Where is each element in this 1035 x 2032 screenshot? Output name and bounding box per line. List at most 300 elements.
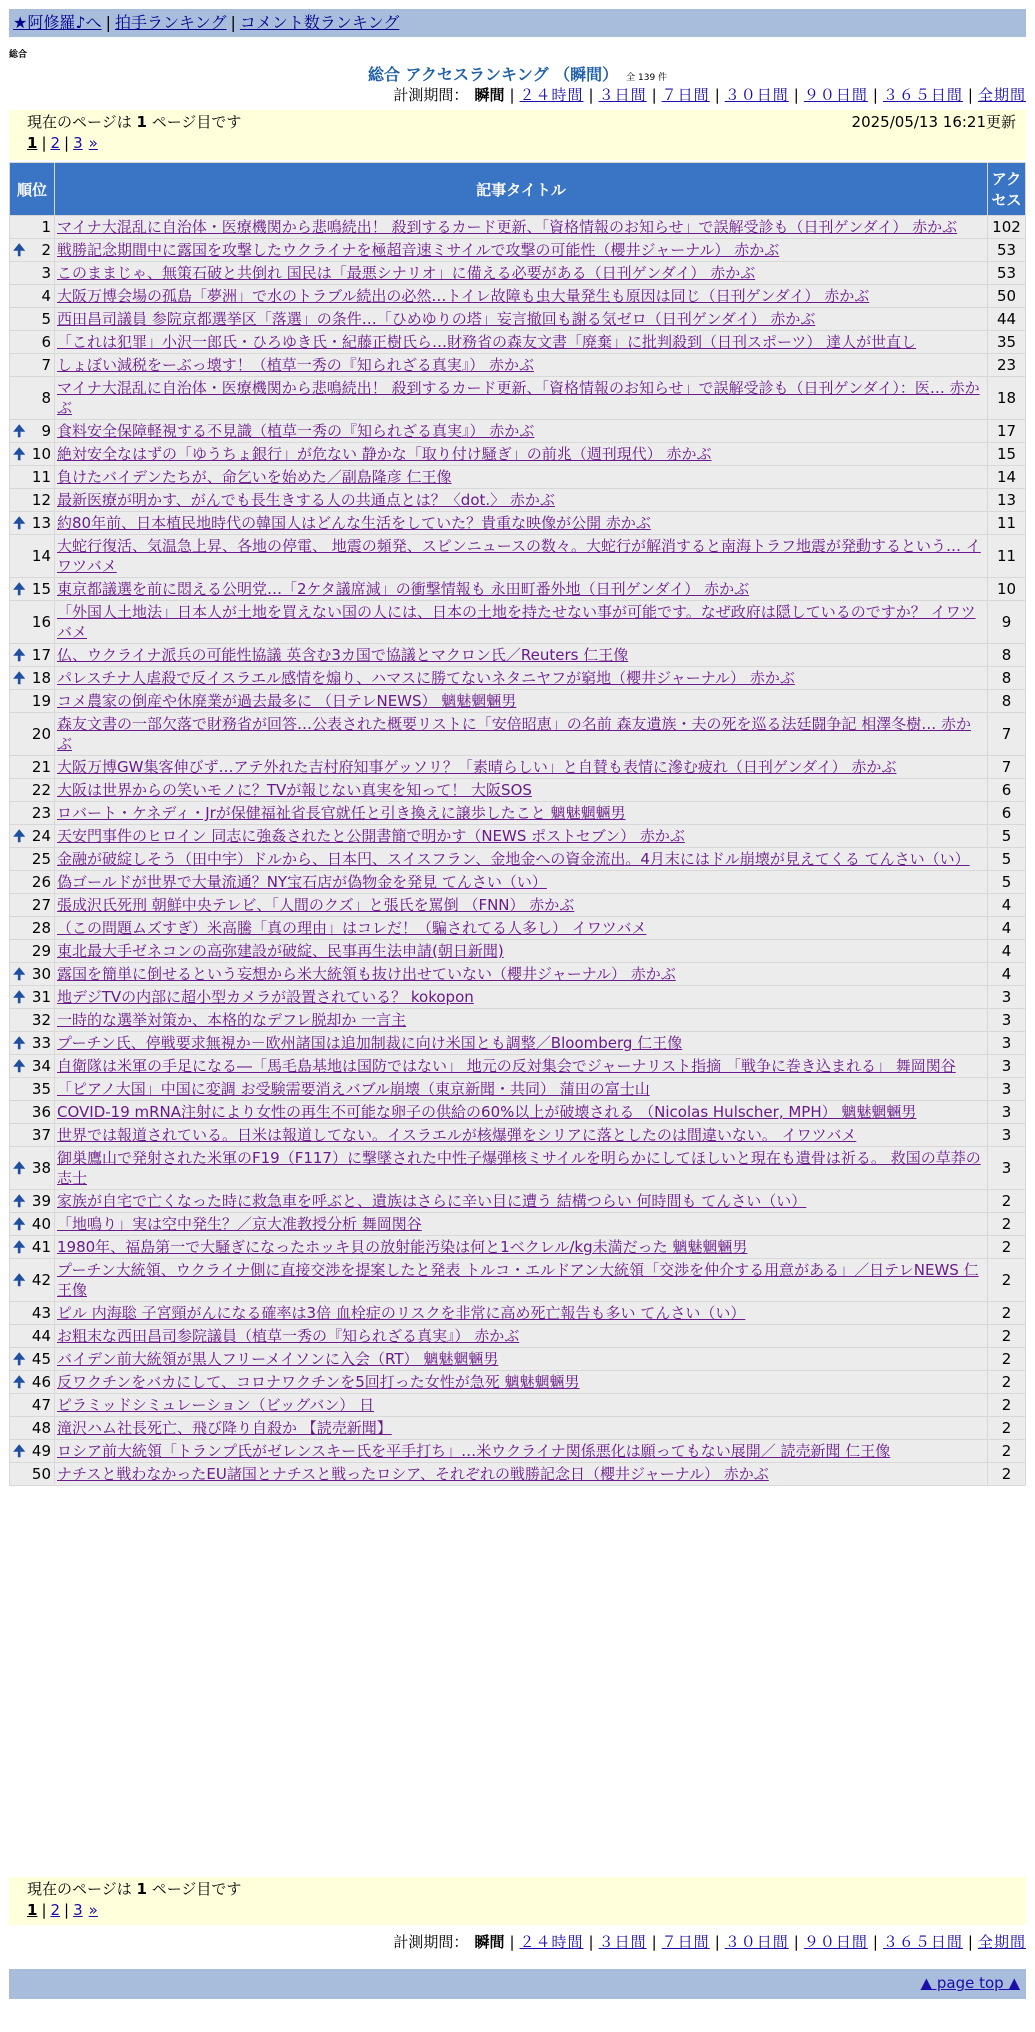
article-title-link[interactable]: 負けたバイデンたちが、命乞いを始めた／副島隆彦 仁王像 bbox=[57, 468, 452, 486]
up-arrow-icon: 🠉 bbox=[13, 1238, 26, 1256]
rank-cell bbox=[10, 601, 54, 643]
access-count: 6 bbox=[988, 802, 1025, 824]
period-top-link[interactable]: ３日間 bbox=[598, 86, 647, 104]
separator: | bbox=[872, 86, 878, 104]
separator: | bbox=[793, 1933, 799, 1951]
article-title-link[interactable]: 大阪万博GW集客伸びず…アテ外れた吉村府知事ゲッソリ？「素晴らしい」と自賛も表情に滲む疲れ（日刊ゲンダイ） 赤かぶ bbox=[57, 758, 897, 776]
period-top-link[interactable]: ３０日間 bbox=[724, 86, 789, 104]
table-row bbox=[10, 1213, 1025, 1235]
access-count: 4 bbox=[988, 894, 1025, 916]
table-row bbox=[10, 239, 1025, 261]
rank-cell bbox=[10, 420, 54, 442]
access-count: 9 bbox=[988, 601, 1025, 643]
article-title-link[interactable]: 「外国人土地法」日本人が土地を買えない国の人には、日本の土地を持たせない事が可能です。なぜ政府は隠しているのですか？ イワツバメ bbox=[57, 603, 976, 641]
rank-number: 17 bbox=[31, 646, 51, 664]
article-title-link[interactable]: 大蛇行復活、気温急上昇、各地の停電、 地震の頻発、スピンニュースの数々。大蛇行が解消すると南海トラフ地震が発動するという… イワツバメ bbox=[57, 537, 981, 575]
rank-number: 32 bbox=[31, 1011, 51, 1029]
article-title-link[interactable]: 反ワクチンをバカにして、コロナワクチンを5回打った女性が急死 魑魅魍魎男 bbox=[57, 1373, 580, 1391]
access-count: 18 bbox=[988, 377, 1025, 419]
rank-number: 3 bbox=[41, 264, 51, 282]
access-count: 4 bbox=[988, 940, 1025, 962]
access-count: 3 bbox=[988, 1101, 1025, 1123]
rank-cell bbox=[10, 1147, 54, 1189]
separator: | bbox=[793, 86, 799, 104]
up-arrow-icon: 🠉 bbox=[13, 1215, 26, 1233]
up-arrow-icon: 🠉 bbox=[13, 241, 26, 259]
pager-top-page-current: 1 bbox=[27, 134, 38, 152]
article-title-link[interactable]: しょぼい減税をーぶっ壊す！（植草一秀の『知られざる真実』） 赤かぶ bbox=[57, 356, 534, 374]
rank-cell bbox=[10, 894, 54, 916]
article-title-link[interactable]: 東京都議選を前に悶える公明党…「2ケタ議席減」の衝撃情報も 永田町番外地（日刊ゲンダイ） 赤かぶ bbox=[57, 580, 750, 598]
article-title-link[interactable]: バイデン前大統領が黒人フリーメイソンに入会（RT） 魑魅魍魎男 bbox=[57, 1350, 499, 1368]
rank-cell bbox=[10, 690, 54, 712]
table-row bbox=[10, 894, 1025, 916]
article-title-link[interactable]: 家族が自宅で亡くなった時に救急車を呼ぶと、遺族はさらに辛い目に遭う 結構つらい 何時間も てんさい（い） bbox=[57, 1192, 807, 1210]
table-row bbox=[10, 308, 1025, 330]
article-title-link[interactable]: （この問題ムズすぎ）米高騰「真の理由」はコレだ！（騙されてる人多し） イワツバメ bbox=[57, 919, 647, 937]
title-cell bbox=[55, 848, 987, 870]
title-cell bbox=[55, 262, 987, 284]
rank-number: 27 bbox=[31, 896, 51, 914]
rank-cell bbox=[10, 1371, 54, 1393]
title-cell bbox=[55, 578, 987, 600]
title-cell bbox=[55, 1236, 987, 1258]
up-arrow-icon: 🠉 bbox=[13, 1271, 26, 1289]
article-title-link[interactable]: COVID-19 mRNA注射により女性の再生不可能な卵子の供給の60%以上が破壊される （Nicolas Hulscher, MPH） 魑魅魍魎男 bbox=[57, 1103, 917, 1121]
title-cell bbox=[55, 601, 987, 643]
up-arrow-icon: 🠉 bbox=[13, 827, 26, 845]
article-title-link[interactable]: 天安門事件のヒロイン 同志に強姦されたと公開書簡で明かす（NEWS ポストセブン） 赤かぶ bbox=[57, 827, 685, 845]
period-top-link[interactable]: 全期間 bbox=[977, 86, 1026, 104]
access-count: 2 bbox=[988, 1371, 1025, 1393]
rank-cell bbox=[10, 963, 54, 985]
rank-number: 44 bbox=[31, 1327, 51, 1345]
header-title: 記事タイトル bbox=[55, 163, 987, 215]
rank-number: 6 bbox=[41, 333, 51, 351]
up-arrow-icon: 🠉 bbox=[13, 965, 26, 983]
rank-number: 4 bbox=[41, 287, 51, 305]
pager-top-current-page: 1 bbox=[136, 113, 147, 131]
up-arrow-icon: 🠉 bbox=[13, 422, 26, 440]
rank-cell bbox=[10, 1259, 54, 1301]
separator: | bbox=[509, 86, 515, 104]
rank-number: 49 bbox=[31, 1442, 51, 1460]
title-cell bbox=[55, 285, 987, 307]
article-title-link[interactable]: 張成沢氏死刑 朝鮮中央テレビ、「人間のクズ」と張氏を罵倒 （FNN） 赤かぶ bbox=[57, 896, 575, 914]
table-row bbox=[10, 331, 1025, 353]
period-top-label: 計測期間： bbox=[393, 86, 469, 104]
table-row bbox=[10, 1009, 1025, 1031]
article-title-link[interactable]: マイナ大混乱に自治体・医療機関から悲鳴続出！ 殺到するカード更新、「資格情報のお知らせ」で誤解受診も（日刊ゲンダイ）：医… 赤かぶ bbox=[57, 379, 980, 417]
table-row bbox=[10, 601, 1025, 643]
pager-bottom-text-prefix: 現在のページは bbox=[27, 1880, 137, 1898]
page-top-link[interactable]: ▲ page top ▲ bbox=[920, 1974, 1020, 1992]
table-row bbox=[10, 667, 1025, 689]
rank-cell bbox=[10, 1190, 54, 1212]
up-arrow-icon: 🠉 bbox=[13, 514, 26, 532]
article-title-link[interactable]: 食料安全保障軽視する不見識（植草一秀の『知られざる真実』） 赤かぶ bbox=[57, 422, 535, 440]
title-cell bbox=[55, 354, 987, 376]
table-row bbox=[10, 420, 1025, 442]
rank-cell bbox=[10, 1101, 54, 1123]
access-count: 53 bbox=[988, 262, 1025, 284]
rank-cell bbox=[10, 1463, 54, 1485]
up-arrow-icon: 🠉 bbox=[13, 988, 26, 1006]
article-title-link[interactable]: 約80年前、日本植民地時代の韓国人はどんな生活をしていた？貴重な映像が公開 赤かぶ bbox=[57, 514, 651, 532]
access-count: 7 bbox=[988, 756, 1025, 778]
rank-number: 46 bbox=[31, 1373, 51, 1391]
pager-top-pages bbox=[27, 133, 1016, 154]
pager-bottom-page-current: 1 bbox=[27, 1901, 38, 1919]
table-row bbox=[10, 1259, 1025, 1301]
separator: | bbox=[41, 134, 47, 152]
title-cell bbox=[55, 1348, 987, 1370]
up-arrow-icon: 🠉 bbox=[13, 1373, 26, 1391]
period-bottom-link[interactable]: ３６５日間 bbox=[882, 1933, 963, 1951]
rank-number: 16 bbox=[31, 613, 51, 631]
article-title-link[interactable]: 地デジTVの内部に超小型カメラが設置されている？ kokopon bbox=[57, 988, 474, 1006]
pager-bottom-status bbox=[27, 1879, 1016, 1900]
pager-top bbox=[9, 110, 1026, 160]
article-title-link[interactable]: ピル 内海聡 子宮頸がんになる確率は3倍 血栓症のリスクを非常に高め死亡報告も多い てんさい（い） bbox=[57, 1304, 746, 1322]
rank-cell bbox=[10, 1394, 54, 1416]
table-row bbox=[10, 1124, 1025, 1146]
applause-ranking-link[interactable]: 拍手ランキング bbox=[114, 13, 227, 32]
rank-cell bbox=[10, 825, 54, 847]
rank-cell bbox=[10, 578, 54, 600]
period-bottom-link[interactable]: ２４時間 bbox=[519, 1933, 584, 1951]
rank-cell bbox=[10, 308, 54, 330]
access-count: 2 bbox=[988, 1440, 1025, 1462]
rank-cell bbox=[10, 239, 54, 261]
rank-cell bbox=[10, 1348, 54, 1370]
table-row bbox=[10, 848, 1025, 870]
table-row bbox=[10, 1055, 1025, 1077]
access-count: 2 bbox=[988, 1190, 1025, 1212]
pager-top-page-link[interactable]: 2 bbox=[50, 134, 61, 152]
article-title-link[interactable]: 「これは犯罪」小沢一郎氏・ひろゆき氏・紀藤正樹氏ら…財務省の森友文書「廃棄」に批判殺到（日刊スポーツ） 達人が世直し bbox=[57, 333, 917, 351]
article-title-link[interactable]: 戦勝記念期間中に露国を攻撃したウクライナを極超音速ミサイルで攻撃の可能性（櫻井ジャーナル） 赤かぶ bbox=[57, 241, 780, 259]
article-title-link[interactable]: プーチン大統領、ウクライナ側に直接交渉を提案したと発表 トルコ・エルドアン大統領「交渉を仲介する用意がある」／日テレNEWS 仁王像 bbox=[57, 1261, 979, 1299]
access-count: 2 bbox=[988, 1417, 1025, 1439]
table-row bbox=[10, 825, 1025, 847]
title-cell bbox=[55, 443, 987, 465]
title-cell bbox=[55, 779, 987, 801]
article-title-link[interactable]: 一時的な選挙対策か、本格的なデフレ脱却か 一言主 bbox=[57, 1011, 407, 1029]
pager-bottom-current-page: 1 bbox=[136, 1880, 147, 1898]
article-title-link[interactable]: コメ農家の倒産や休廃業が過去最多に （日テレNEWS） 魑魅魍魎男 bbox=[57, 692, 517, 710]
title-cell bbox=[55, 1259, 987, 1301]
access-count: 15 bbox=[988, 443, 1025, 465]
period-bottom-link[interactable]: ７日間 bbox=[661, 1933, 710, 1951]
table-header-row bbox=[10, 163, 1025, 215]
access-count: 50 bbox=[988, 285, 1025, 307]
up-arrow-icon: 🠉 bbox=[13, 669, 26, 687]
up-arrow-icon: 🠉 bbox=[13, 580, 26, 598]
access-count: 8 bbox=[988, 667, 1025, 689]
title-cell bbox=[55, 1371, 987, 1393]
article-title-link[interactable]: 金融が破綻しそう（田中宇）ドルから、日本円、スイスフラン、金地金への資金流出。4月末にはドル崩壊が見えてくる てんさい（い） bbox=[57, 850, 970, 868]
title-cell bbox=[55, 1440, 987, 1462]
up-arrow-icon: 🠉 bbox=[13, 1192, 26, 1210]
pager-top-text-prefix: 現在のページは bbox=[27, 113, 137, 131]
rank-number: 19 bbox=[31, 692, 51, 710]
article-title-link[interactable]: 露国を簡単に倒せるという妄想から米大統領も抜け出せていない（櫻井ジャーナル） 赤かぶ bbox=[57, 965, 676, 983]
title-cell bbox=[55, 756, 987, 778]
access-count: 102 bbox=[988, 216, 1025, 238]
table-row bbox=[10, 578, 1025, 600]
article-title-link[interactable]: 仏、ウクライナ派兵の可能性協議 英含む3カ国で協議とマクロン氏／Reuters 仁王像 bbox=[57, 646, 629, 664]
title-cell bbox=[55, 512, 987, 534]
rank-cell bbox=[10, 377, 54, 419]
period-top-link[interactable]: ７日間 bbox=[661, 86, 710, 104]
period-top-link[interactable]: ３６５日間 bbox=[882, 86, 963, 104]
title-cell bbox=[55, 940, 987, 962]
period-bottom-link[interactable]: 全期間 bbox=[977, 1933, 1026, 1951]
rank-number: 50 bbox=[31, 1465, 51, 1483]
updated-timestamp: 2025/05/13 16:21更新 bbox=[851, 113, 1016, 131]
home-link[interactable]: ★阿修羅♪へ bbox=[13, 13, 102, 32]
pager-bottom bbox=[9, 1877, 1026, 1925]
table-row bbox=[10, 917, 1025, 939]
separator: | bbox=[64, 1901, 70, 1919]
title-cell bbox=[55, 420, 987, 442]
period-top-link[interactable]: ９０日間 bbox=[803, 86, 868, 104]
rank-cell bbox=[10, 756, 54, 778]
rank-number: 45 bbox=[31, 1350, 51, 1368]
pager-bottom-next-link[interactable]: » bbox=[88, 1901, 98, 1919]
article-title-link[interactable]: 自衛隊は米軍の手足になる―「馬毛島基地は国防ではない」 地元の反対集会でジャーナリスト指摘 「戦争に巻き込まれる」 舞岡関谷 bbox=[57, 1057, 956, 1075]
article-title-link[interactable]: お粗末な西田昌司参院議員（植草一秀の『知られざる真実』） 赤かぶ bbox=[57, 1327, 520, 1345]
pager-top-page-link[interactable]: 3 bbox=[73, 134, 83, 152]
title-cell bbox=[55, 917, 987, 939]
rank-cell bbox=[10, 848, 54, 870]
title-cell bbox=[55, 377, 987, 419]
rank-cell bbox=[10, 1078, 54, 1100]
pager-bottom-pages bbox=[27, 1900, 1016, 1921]
rank-number: 14 bbox=[31, 547, 51, 565]
title-cell bbox=[55, 1325, 987, 1347]
period-top-link[interactable]: ２４時間 bbox=[519, 86, 584, 104]
rank-number: 47 bbox=[31, 1396, 51, 1414]
table-row bbox=[10, 779, 1025, 801]
title-cell bbox=[55, 308, 987, 330]
article-title-link[interactable]: 東北最大手ゼネコンの高弥建設が破綻、民事再生法申請(朝日新聞) bbox=[57, 942, 504, 960]
access-count: 2 bbox=[988, 1302, 1025, 1324]
rank-number: 23 bbox=[31, 804, 51, 822]
article-title-link[interactable]: 大阪万博会場の孤島「夢洲」で水のトラブル続出の必然…トイレ故障も虫大量発生も原因は同じ（日刊ゲンダイ） 赤かぶ bbox=[57, 287, 870, 305]
access-count: 5 bbox=[988, 871, 1025, 893]
title-cell bbox=[55, 667, 987, 689]
rank-number: 26 bbox=[31, 873, 51, 891]
rank-number: 38 bbox=[31, 1159, 51, 1177]
rank-cell bbox=[10, 1124, 54, 1146]
rank-cell bbox=[10, 802, 54, 824]
access-count: 2 bbox=[988, 1325, 1025, 1347]
title-cell bbox=[55, 1213, 987, 1235]
breadcrumb: 総合 bbox=[9, 50, 28, 60]
rank-cell bbox=[10, 1417, 54, 1439]
access-count: 11 bbox=[988, 535, 1025, 577]
period-bottom-link[interactable]: ３日間 bbox=[598, 1933, 647, 1951]
rank-cell bbox=[10, 216, 54, 238]
title-cell bbox=[55, 1394, 987, 1416]
table-row bbox=[10, 963, 1025, 985]
rank-number: 8 bbox=[41, 389, 51, 407]
title-cell bbox=[55, 1009, 987, 1031]
up-arrow-icon: 🠉 bbox=[13, 445, 26, 463]
access-count: 13 bbox=[988, 489, 1025, 511]
rank-number: 43 bbox=[31, 1304, 51, 1322]
title-cell bbox=[55, 1417, 987, 1439]
access-count: 3 bbox=[988, 1124, 1025, 1146]
table-row bbox=[10, 756, 1025, 778]
up-arrow-icon: 🠉 bbox=[13, 1057, 26, 1075]
article-title-link[interactable]: 森友文書の一部欠落で財務省が回答…公表された概要リストに「安倍昭恵」の名前 森友遺族・夫の死を巡る法廷闘争記 相澤冬樹… 赤かぶ bbox=[57, 715, 972, 753]
rank-cell bbox=[10, 667, 54, 689]
period-top-current: 瞬間 bbox=[474, 86, 505, 104]
article-title-link[interactable]: ピラミッドシミュレーション（ビッグバン） 日 bbox=[57, 1396, 375, 1414]
title-cell bbox=[55, 713, 987, 755]
comment-ranking-link[interactable]: コメント数ランキング bbox=[239, 13, 400, 32]
article-title-link[interactable]: 御巣鷹山で発射された米軍のF19（F117）に撃墜された中性子爆弾核ミサイルを明らかにしてほしいと現在も遺骨は祈る。 救国の草莽の志士 bbox=[57, 1149, 981, 1187]
table-row bbox=[10, 443, 1025, 465]
title-cell bbox=[55, 489, 987, 511]
access-count: 4 bbox=[988, 917, 1025, 939]
article-title-link[interactable]: ロシア前大統領「トランプ氏がゼレンスキー氏を平手打ち」…米ウクライナ関係悪化は願ってもない展開／ 読売新聞 仁王像 bbox=[57, 1442, 891, 1460]
page-title: 総合 アクセスランキング （瞬間） bbox=[367, 65, 619, 84]
rank-cell bbox=[10, 986, 54, 1008]
rank-number: 2 bbox=[41, 241, 51, 259]
header-rank: 順位 bbox=[10, 163, 54, 215]
bottom-bar bbox=[9, 1969, 1026, 1999]
article-title-link[interactable]: 偽ゴールドが世界で大量流通？NY宝石店が偽物金を発見 てんさい（い） bbox=[57, 873, 547, 891]
table-row bbox=[10, 1236, 1025, 1258]
article-title-link[interactable]: 滝沢ハム社長死亡、飛び降り自殺か 【読売新聞】 bbox=[57, 1419, 392, 1437]
rank-number: 34 bbox=[31, 1057, 51, 1075]
rank-number: 20 bbox=[31, 725, 51, 743]
table-row bbox=[10, 285, 1025, 307]
article-title-link[interactable]: 西田昌司議員 参院京都選挙区「落選」の条件…「ひめゆりの塔」妄言撤回も謝る気ゼロ（日刊ゲンダイ） 赤かぶ bbox=[57, 310, 816, 328]
table-row bbox=[10, 1348, 1025, 1370]
title-cell bbox=[55, 963, 987, 985]
rank-cell bbox=[10, 917, 54, 939]
title-cell bbox=[55, 216, 987, 238]
pager-bottom-page-link[interactable]: 3 bbox=[73, 1901, 83, 1919]
access-count: 4 bbox=[988, 963, 1025, 985]
pager-top-next-link[interactable]: » bbox=[88, 134, 98, 152]
title-cell bbox=[55, 1032, 987, 1054]
access-count: 6 bbox=[988, 779, 1025, 801]
article-title-link[interactable]: このままじゃ、無策石破と共倒れ 国民は「最悪シナリオ」に備える必要がある（日刊ゲンダイ） 赤かぶ bbox=[57, 264, 756, 282]
access-count: 8 bbox=[988, 690, 1025, 712]
table-row bbox=[10, 1325, 1025, 1347]
title-cell bbox=[55, 331, 987, 353]
header-access: アクセス bbox=[988, 163, 1025, 215]
rank-number: 40 bbox=[31, 1215, 51, 1233]
rank-cell bbox=[10, 354, 54, 376]
rank-number: 36 bbox=[31, 1103, 51, 1121]
separator: | bbox=[714, 1933, 720, 1951]
period-selector-bottom bbox=[393, 1932, 1026, 1952]
article-title-link[interactable]: プーチン氏、停戦要求無視か－欧州諸国は追加制裁に向け米国とも調整／Bloomberg 仁王像 bbox=[57, 1034, 683, 1052]
table-row bbox=[10, 871, 1025, 893]
rank-number: 29 bbox=[31, 942, 51, 960]
table-row bbox=[10, 1417, 1025, 1439]
article-title-link[interactable]: パレスチナ人虐殺で反イスラエル感情を煽り、ハマスに勝てないネタニヤフが窮地（櫻井ジャーナル） 赤かぶ bbox=[57, 669, 795, 687]
article-title-link[interactable]: マイナ大混乱に自治体・医療機関から悲鳴続出！ 殺到するカード更新、「資格情報のお知らせ」で誤解受診も（日刊ゲンダイ） 赤かぶ bbox=[57, 218, 958, 236]
rank-number: 1 bbox=[41, 218, 51, 236]
table-row bbox=[10, 1078, 1025, 1100]
article-title-link[interactable]: 大阪は世界からの笑いモノに？TVが報じない真実を知って！ 大阪SOS bbox=[57, 781, 532, 799]
article-title-link[interactable]: 絶対安全なはずの「ゆうちょ銀行」が危ない 静かな「取り付け騒ぎ」の前兆（週刊現代） 赤かぶ bbox=[57, 445, 712, 463]
rank-number: 22 bbox=[31, 781, 51, 799]
rank-cell bbox=[10, 443, 54, 465]
period-bottom-link[interactable]: ３０日間 bbox=[724, 1933, 789, 1951]
article-title-link[interactable]: 世界では報道されている。日米は報道してない。イスラエルが核爆弾をシリアに落としたのは間違いない。 イワツバメ bbox=[57, 1126, 857, 1144]
access-count: 3 bbox=[988, 1147, 1025, 1189]
separator: | bbox=[967, 1933, 973, 1951]
rank-cell bbox=[10, 871, 54, 893]
rank-number: 30 bbox=[31, 965, 51, 983]
table-row bbox=[10, 1371, 1025, 1393]
rank-cell bbox=[10, 1009, 54, 1031]
access-count: 3 bbox=[988, 986, 1025, 1008]
period-bottom-label: 計測期間： bbox=[393, 1933, 469, 1951]
pager-bottom-page-link[interactable]: 2 bbox=[50, 1901, 61, 1919]
access-count: 44 bbox=[988, 308, 1025, 330]
up-arrow-icon: 🠉 bbox=[13, 1159, 26, 1177]
article-title-link[interactable]: ロバート・ケネディ・Jrが保健福祉省長官就任と引き換えに譲歩したこと 魑魅魍魎男 bbox=[57, 804, 626, 822]
rank-number: 25 bbox=[31, 850, 51, 868]
rank-cell bbox=[10, 940, 54, 962]
article-title-link[interactable]: 最新医療が明かす、がんでも長生きする人の共通点とは？〈dot.〉 赤かぶ bbox=[57, 491, 555, 509]
rank-number: 10 bbox=[31, 445, 51, 463]
table-row bbox=[10, 940, 1025, 962]
separator: | bbox=[41, 1901, 47, 1919]
title-cell bbox=[55, 802, 987, 824]
access-count: 11 bbox=[988, 512, 1025, 534]
access-count: 17 bbox=[988, 420, 1025, 442]
table-row bbox=[10, 354, 1025, 376]
article-title-link[interactable]: 「地鳴り」実は空中発生？／京大准教授分析 舞岡関谷 bbox=[57, 1215, 422, 1233]
article-title-link[interactable]: 「ピアノ大国」中国に変調 お受験需要消えバブル崩壊（東京新聞・共同） 蒲田の富士山 bbox=[57, 1080, 650, 1098]
separator: | bbox=[105, 13, 111, 32]
rank-cell bbox=[10, 644, 54, 666]
rank-cell bbox=[10, 466, 54, 488]
separator: | bbox=[651, 86, 657, 104]
ranking-table bbox=[9, 162, 1026, 1486]
title-cell bbox=[55, 1463, 987, 1485]
separator: | bbox=[509, 1933, 515, 1951]
access-count: 53 bbox=[988, 239, 1025, 261]
pager-top-text-suffix: ページ目です bbox=[146, 113, 242, 131]
rank-cell bbox=[10, 262, 54, 284]
table-row bbox=[10, 1147, 1025, 1189]
rank-number: 24 bbox=[31, 827, 51, 845]
table-row bbox=[10, 535, 1025, 577]
rank-cell bbox=[10, 713, 54, 755]
title-cell bbox=[55, 1147, 987, 1189]
access-count: 14 bbox=[988, 466, 1025, 488]
period-bottom-link[interactable]: ９０日間 bbox=[803, 1933, 868, 1951]
access-count: 3 bbox=[988, 1078, 1025, 1100]
title-cell bbox=[55, 466, 987, 488]
article-title-link[interactable]: 1980年、福島第一で大騒ぎになったホッキ貝の放射能汚染は何と1ベクレル/kg未満だった 魑魅魍魎男 bbox=[57, 1238, 748, 1256]
rank-number: 11 bbox=[31, 468, 51, 486]
article-title-link[interactable]: ナチスと戦わなかったEU諸国とナチスと戦ったロシア、それぞれの戦勝記念日（櫻井ジャーナル） 赤かぶ bbox=[57, 1465, 769, 1483]
separator: | bbox=[230, 13, 236, 32]
